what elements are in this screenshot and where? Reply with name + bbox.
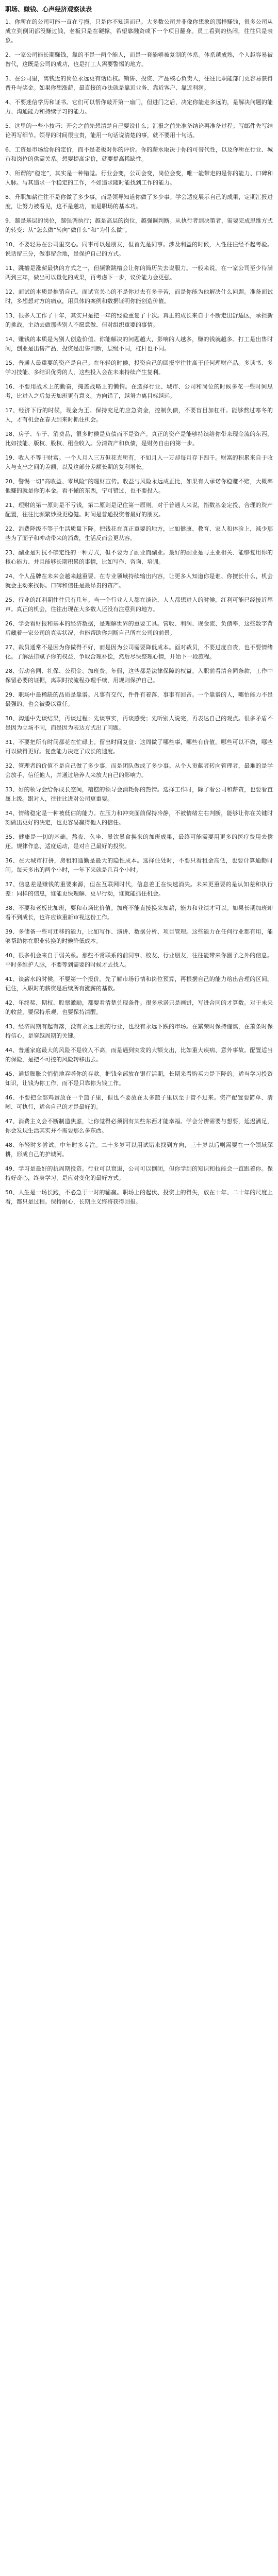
paragraph: 29、职场中最稀缺的品质是靠谱。凡事有交代，件件有着落，事事有回音。一个靠谱的人，哪怕能力不是最强的，也会被委以重任。	[5, 691, 273, 707]
article-body	[5, 18, 273, 1207]
paragraph: 28、劳动合同、社保、公积金、加班费、年假，这些都是法律保障的权益。入职前看清合同条款，工作中保留必要的证据，离职时按流程办理手续，用规则保护自己。	[5, 668, 273, 684]
paragraph: 5、这里的一些小技巧：开会之前先想清楚自己要说什么；汇报之前先准备结论再准备过程；写邮件先写结论再写细节。领导的时间很宝贵，能用一句话说清楚的事，就不要用十句话。	[5, 123, 273, 139]
paragraph: 48、年轻时多尝试，中年时多专注。二十多岁可以用试错来找到方向，三十岁以后则需要在一个领域深耕，形成自己的护城河。	[5, 1142, 273, 1158]
paragraph: 50、人生是一场长跑，不必急于一时的输赢。职场上的起伏、投资上的得失，放在十年、二十年的尺度上看，都只是过程。保持耐心，长期主义终将获得回报。	[5, 1189, 273, 1205]
paragraph: 42、年终奖、期权、股票激励，都要看清楚兑现条件。很多承诺只是画饼，写进合同的才算数。对于未来的收益，要保持乐观，也要保持清醒。	[5, 999, 273, 1015]
paragraph: 12、面试的本质是推销自己。面试官关心的不是你过去有多辛苦，而是你能为他解决什么问题。准备面试时，多想想对方的痛点，用具体的案例和数据证明你能创造价值。	[5, 289, 273, 304]
paragraph: 38、不要和老板比加班，要和市场比价值。加班不能直接换来加薪，能力和业绩才可以。如果长期加班却看不到成长，也许应该重新审视这份工作。	[5, 905, 273, 921]
paragraph: 19、收入不等于财富。一个人月入三万但花光所有，不如月入一万却每月存下四千。财富的积累来自于收入与支出之间的差额，以及这部分差额长期的复利增长。	[5, 454, 273, 470]
paragraph: 25、行业的红利期往往只有几年。当一个行业人人都在谈论、人人都想进入的时候，红利可能已经接近尾声。真正的机会，往往出现在大多数人还没有注意到的地方。	[5, 597, 273, 613]
paragraph: 13、很多人工作了十年，其实只是把一年的经验重复了十次。真正的成长来自于不断走出舒适区，承担新的挑战，主动去做那些别人不愿意做、但对组织重要的事情。	[5, 312, 273, 328]
paragraph: 14、赚钱的本质是为别人创造价值。你能解决的问题越大，影响的人越多，赚的钱就越多。打工是出售时间，创业是出售产品，投资是出售判断，层级不同，杠杆也不同。	[5, 336, 273, 352]
article-title: 职场、赚钱、心声经济观察读表	[5, 6, 92, 13]
paragraph: 45、通货膨胀会悄悄地吞噬你的存款。把钱全部放在银行活期，长期来看购买力是下降的。适当学习投资知识，让钱为你工作，而不是只靠你为钱工作。	[5, 1071, 273, 1087]
paragraph: 17、经济下行的时候，现金为王。保持充足的应急资金，控制负债，不要盲目加杠杆。能够熬过寒冬的人，才有机会在春天到来时抓住机会。	[5, 407, 273, 423]
paragraph: 21、理财的第一原则是不亏钱，第二原则是记住第一原则。对于普通人来说，指数基金定投、合理的资产配置，往往比频繁炒股更稳健。时间是普通投资者最好的朋友。	[5, 502, 273, 518]
paragraph: 47、消费主义会不断制造焦虑，让你觉得必须拥有某些东西才能幸福。学会分辨需要与想要，延迟满足，你会发现生活其实并不需要那么多东西。	[5, 1118, 273, 1134]
paragraph: 26、学会看财报和基本的经济数据，是理解世界的重要工具。营收、利润、现金流、负债率，这些数字背后藏着一家公司的真实状况，也能帮助你判断自己所在公司的前景。	[5, 620, 273, 636]
paragraph: 30、沟通中先谈结果，再谈过程；先谈事实，再谈感受；先听别人说完，再表达自己的观点。很多矛盾不是因为立场不同，而是因为表达方式出了问题。	[5, 715, 273, 731]
paragraph: 31、不要把所有时间都花在忙碌上。留出时间复盘：这周做了哪些事，哪些有价值，哪些可以不做，哪些可以做得更好。复盘能力决定了成长的速度。	[5, 739, 273, 755]
paragraph: 16、不要用战术上的勤奋，掩盖战略上的懒惰。在选择行业、城市、公司和岗位的时候多花一些时间思考，比进入之后每天加班更有意义。方向错了，越努力离目标越远。	[5, 383, 273, 399]
paragraph: 44、普通家庭最大的风险不是收入不高，而是遇到突发的大额支出，比如重大疾病、意外事故。配置适当的保险，是把不可控的风险转移出去。	[5, 1047, 273, 1063]
paragraph: 10、不要轻易在公司里交心。同事可以是朋友，但首先是同事。涉及利益的时候，人性往往经不起考验。说话留三分，做事留余地，是保护自己的方式。	[5, 241, 273, 257]
paragraph: 8、升职加薪往往不是你做了多少事，而是领导知道你做了多少事。学会适度展示自己的成果，定期汇报进度，让努力被看见，这不是邀功，而是职场的基本功。	[5, 194, 273, 210]
paragraph: 20、警惕一切“高收益、零风险”的理财宣传。收益与风险永远成正比，如果有人承诺你稳赚不赔，大概率他赚的就是你的本金。看不懂的东西，宁可错过，也不要投入。	[5, 478, 273, 494]
paragraph: 37、信息差是赚钱的重要来源，但在互联网时代，信息差正在快速消失。未来更重要的是认知差和执行差：同样的信息，谁能更快理解、更早行动，谁就能抓住机会。	[5, 881, 273, 897]
paragraph: 43、经济周期有起有落，没有永远上涨的行业，也没有永远下跌的市场。在繁荣时保持谨慎，在萧条时保持信心，是穿越周期的关键。	[5, 1023, 273, 1039]
paragraph: 36、在大城市打拼，房租和通勤是最大的隐性成本。选择住处时，不要只看租金高低，也要计算通勤时间。每天多出的两个小时，一年下来就是几百个小时。	[5, 857, 273, 873]
paragraph: 1、你所在的公司可能一直在亏损，只是你不知道而已。大多数公司并非像你想象的那样赚钱，很多公司从成立到倒闭都没赚过钱，老板只是在硬撑，希望靠融资或下一个项目翻身。员工看到的热闹，往往只是表象。	[5, 19, 273, 44]
paragraph: 15、普通人最重要的资产是自己。在年轻的时候，投资自己的回报率往往高于任何理财产品。多读书、多学习技能、多结识优秀的人，这些投入会在未来持续产生复利。	[5, 360, 273, 376]
paragraph: 39、多储备一些可迁移的能力，比如写作、演讲、数据分析、项目管理。这些能力在任何行业都有用，能够帮助你在职业转换的时候降低成本。	[5, 928, 273, 944]
paragraph: 4、不要迷信学历和证书。它们可以帮你敲开第一扇门，但进门之后，决定你能走多远的，是解决问题的能力、沟通能力和持续学习的能力。	[5, 99, 273, 115]
paragraph: 27、裁员通常不是因为你做得不好，而是因为公司需要降低成本。面对裁员，不要过度自责，也不要情绪化。了解法律赋予你的权益，争取合理补偿，然后尽快整理心情，开始下一段旅程。	[5, 644, 273, 660]
paragraph: 3、在公司里，离钱近的岗位永远更有话语权。销售、投资、产品核心负责人，往往比职能部门更容易获得晋升与奖金。如果你想涨薪，最直接的办法就是靠近业务、靠近客户、靠近利润。	[5, 75, 273, 91]
paragraph: 33、好的领导会给你成长空间，糟糕的领导会消耗你的热情。选择工作时，除了看公司和薪资，也要看直属上级。跟对人，往往比进对公司更重要。	[5, 786, 273, 802]
paragraph: 22、消费降级不等于生活质量下降。把钱花在真正重要的地方，比如健康、教育、家人和体验上，减少那些为了面子和冲动带来的消费，生活反而会更从容。	[5, 526, 273, 541]
paragraph: 41、谈薪水的时候，不要第一个报价。先了解市场行情和岗位预算，再根据自己的能力给出合理的区间。记住，入职时的薪资是后续所有涨薪的基数。	[5, 976, 273, 992]
paragraph: 2、一家公司能长期赚钱，靠的不是一两个能人，而是一套能够被复制的体系。体系越成熟，个人越容易被替代，这既是公司的成功，也是打工人需要警惕的地方。	[5, 52, 273, 67]
paragraph: 34、情绪稳定是一种被低估的能力。在压力和冲突面前保持冷静，不被情绪左右判断，能够让你在关键时刻做出更好的决定，也更容易赢得他人的信任。	[5, 810, 273, 826]
paragraph: 46、不要把全部鸡蛋放在一个篮子里，但也不要放在太多篮子里以至于管不过来。资产配置要简单、清晰、可执行，适合自己的才是最好的。	[5, 1094, 273, 1110]
paragraph: 23、副业是对抗不确定性的一种方式，但不要为了副业而副业。最好的副业是与主业相关、能够复用你的核心能力、并且能够长期积累的事情，比如写作、咨询、培训。	[5, 549, 273, 565]
paragraph: 24、个人品牌在未来会越来越重要。在专业领域持续输出内容，让更多人知道你是谁、你擅长什么，机会就会主动来找你。口碑和信任是最昂贵的资产。	[5, 573, 273, 589]
paragraph: 11、跳槽是涨薪最快的方式之一，但频繁跳槽会让你的简历失去说服力。一般来说，在一家公司至少待满两到三年，做出可以量化的成果，再考虑下一步，议价能力会更强。	[5, 265, 273, 281]
paragraph: 35、健康是一切的基础。熬夜、久坐、暴饮暴食换来的加班成果，最终可能需要用更多的医疗费用去偿还。规律作息、适度运动，是对自己最好的投资。	[5, 834, 273, 850]
paragraph: 49、学习是最好的抗周期投资。行业可以衰退，公司可以倒闭，但你学到的知识和技能会一直跟着你。保持好奇心，终身学习，是应对变化的最好方式。	[5, 1165, 273, 1181]
paragraph: 7、所谓的“稳定”，其实是一种错觉。行业会变，公司会变，岗位会变，唯一能带走的是你的能力、口碑和人脉。与其追求一个稳定的工作，不如追求随时能找到工作的能力。	[5, 170, 273, 186]
paragraph: 32、管理者的价值不是自己做了多少事，而是团队做成了多少事。从个人贡献者转向管理者，最难的是学会放手、信任他人，并通过培养人来放大自己的影响力。	[5, 762, 273, 778]
paragraph: 18、房子、车子、消费品，很多时候是负债而不是资产。真正的资产是能够持续给你带来现金流的东西，比如技能、版权、股权、租金收入。分清资产和负债，是财务自由的第一步。	[5, 431, 273, 447]
paragraph: 40、很多机会来自于弱关系。那些不常联系的前同事、校友、行业朋友，往往能带来你圈子之外的信息。平时多维护人脉，不要等到需要的时候才去找人。	[5, 952, 273, 968]
paragraph: 6、工资是市场给你的定价，而不是老板对你的评价。你的薪水取决于你的可替代性，以及你所在行业、城市和岗位的供需关系。想要提高定价，就要提高稀缺性。	[5, 146, 273, 162]
paragraph: 9、越是基层的岗位，越强调执行；越是高层的岗位，越强调判断。从执行者到决策者，需要完成思维方式的转变：从“怎么做”转向“做什么”和“为什么做”。	[5, 217, 273, 233]
